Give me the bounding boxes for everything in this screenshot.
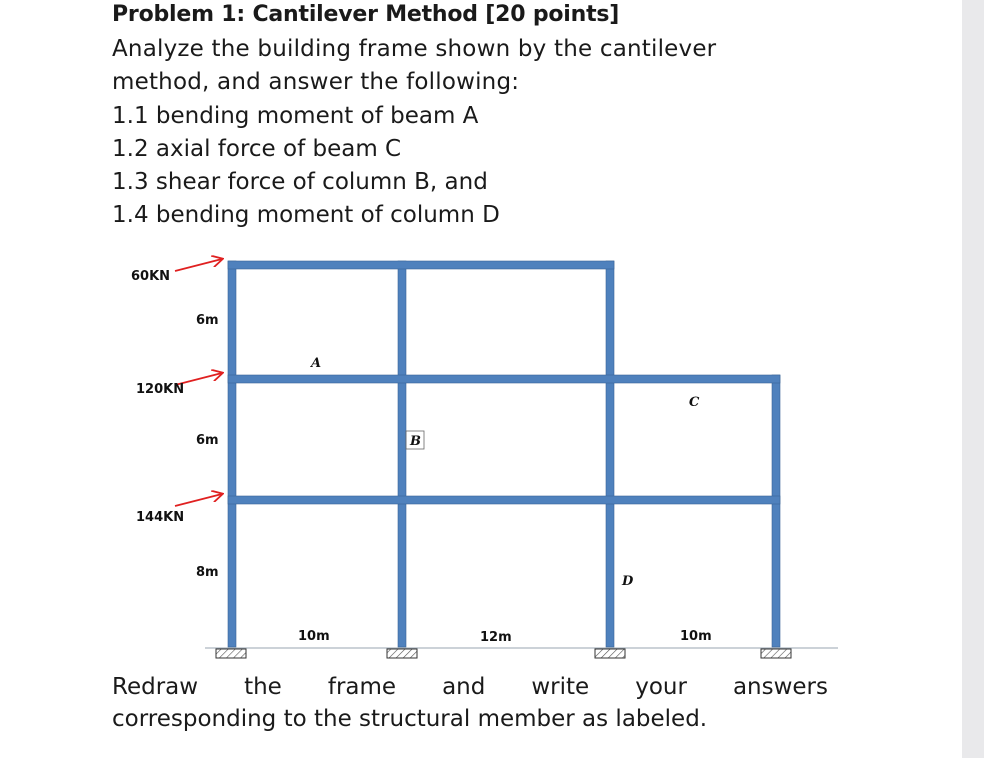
load-label-120kn: 120KN [136,382,185,397]
footer-line-2: corresponding to the structural member as labeled. [112,706,708,732]
intro-line-2: method, and answer the following: [112,69,520,95]
member-label-B: B [410,434,421,449]
load-arrow-144kn [175,494,222,506]
column-1 [228,261,236,647]
load-arrow-60kn [175,259,222,271]
story-height-top: 6m [196,313,219,328]
second-floor-beam-A-C [228,375,780,383]
bay-width-3: 10m [680,629,712,644]
member-label-A: A [311,356,322,371]
problem-title: Problem 1: Cantilever Method [20 points] [112,2,620,27]
footer-word-2: the [244,674,282,700]
story-height-bottom: 8m [196,565,219,580]
fixed-support-3 [595,649,625,658]
column-4 [772,375,780,647]
question-item-1-1: 1.1 bending moment of beam A [112,103,479,129]
fixed-support-4 [761,649,791,658]
load-label-60kn: 60KN [131,269,171,284]
column-3-member-D [606,261,614,647]
question-item-1-3: 1.3 shear force of column B, and [112,169,488,195]
roof-beam [228,261,614,269]
footer-word-1: Redraw [112,674,199,700]
footer-line-1 [112,674,828,700]
fixed-support-2 [387,649,417,658]
footer-word-6: your [635,674,687,700]
column-2-member-B [398,261,406,647]
footer-word-4: and [442,674,486,700]
intro-line-1: Analyze the building frame shown by the cantilever [112,36,717,62]
footer-word-3: frame [327,674,397,700]
fixed-support-1 [216,649,246,658]
bay-width-1: 10m [298,629,330,644]
story-height-middle: 6m [196,433,219,448]
footer-word-7: answers [732,674,828,700]
load-label-144kn: 144KN [136,510,185,525]
footer-word-5: write [531,674,590,700]
member-label-D: D [622,574,634,589]
first-floor-beam [228,496,780,504]
member-label-C: C [689,395,700,410]
question-item-1-2: 1.2 axial force of beam C [112,136,402,162]
question-item-1-4: 1.4 bending moment of column D [112,202,500,228]
bay-width-2: 12m [480,630,512,645]
